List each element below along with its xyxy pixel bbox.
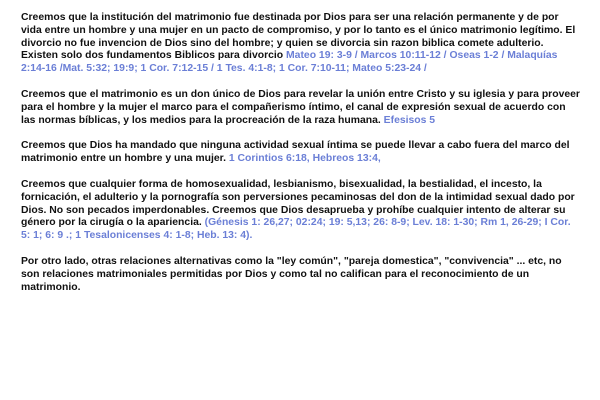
paragraph-text: Creemos que cualquier forma de homosexualidad, lesbianismo, bisexualidad, la bestialidad, el incesto, la fornicación, el adulterio y la pornografía son perversiones pecaminosas del don de la intimidad sexual dado por Dios. No son pecados imperdonables. Creemos que Dios desaprueba y prohíbe cualquier intento de alterar su género por la cirugía o la apariencia.	[21, 178, 575, 229]
scripture-reference: Mateo 19: 3-9 / Marcos 10:11-12 / Oseas 1-2 / Malaquías 2:14-16 /Mat. 5:32; 19:9; 1 Cor. 7:12-15 / 1 Tes. 4:1-8; 1 Cor. 7:10-11; Mateo 5:23-24 /	[21, 50, 558, 75]
paragraph-marriage-institution	[21, 12, 581, 76]
scripture-reference: (Génesis 1: 26,27; 02:24; 19: 5,13; 26: 8-9; Lev. 18: 1-30; Rm 1, 26-29; I Cor. 5: 1; 6: 9 .; 1 Tesalonicenses 4: 1-8; Heb. 13: 4).	[21, 217, 571, 242]
paragraph-marriage-gift	[21, 89, 581, 127]
paragraph-perversions	[21, 179, 581, 243]
paragraph-text: Creemos que la institución del matrimonio fue destinada por Dios para ser una relación permanente y de por vida entre un hombre y una mujer en un pacto de compromiso, y por lo tanto es el único matrimonio legítimo. El divorcio no fue invencion de Dios sino del hombre; y quien se divorcia sin razon biblica comete adulterio. Existen solo dos fundamentos Biblicos para divorcio	[21, 12, 576, 62]
paragraph-text: Creemos que el matrimonio es un don único de Dios para revelar la unión entre Cristo y su iglesia y para proveer para el hombre y la mujer el marco para el compañerismo íntimo, el canal de expresión sexual de acuerdo con las normas bíblicas, y los medios para la procreación de la raza humana.	[21, 88, 580, 126]
paragraph-text: Creemos que Dios ha mandado que ninguna actividad sexual íntima se puede llevar a cabo fuera del marco del matrimonio entre un hombre y una mujer.	[21, 140, 570, 165]
statement-document	[21, 12, 581, 307]
paragraph-text: Por otro lado, otras relaciones alternativas como la "ley común", "pareja domestica", "convivencia" ... etc, no son relaciones matrimoniales permitidas por Dios y como tal no califican para el reconocimiento de un matrimonio.	[21, 255, 562, 293]
scripture-reference: Efesisos 5	[383, 114, 436, 126]
paragraph-sexual-activity	[21, 140, 581, 166]
scripture-reference: 1 Corintios 6:18, Hebreos 13:4,	[228, 153, 381, 165]
paragraph-alternative-relations	[21, 256, 581, 294]
